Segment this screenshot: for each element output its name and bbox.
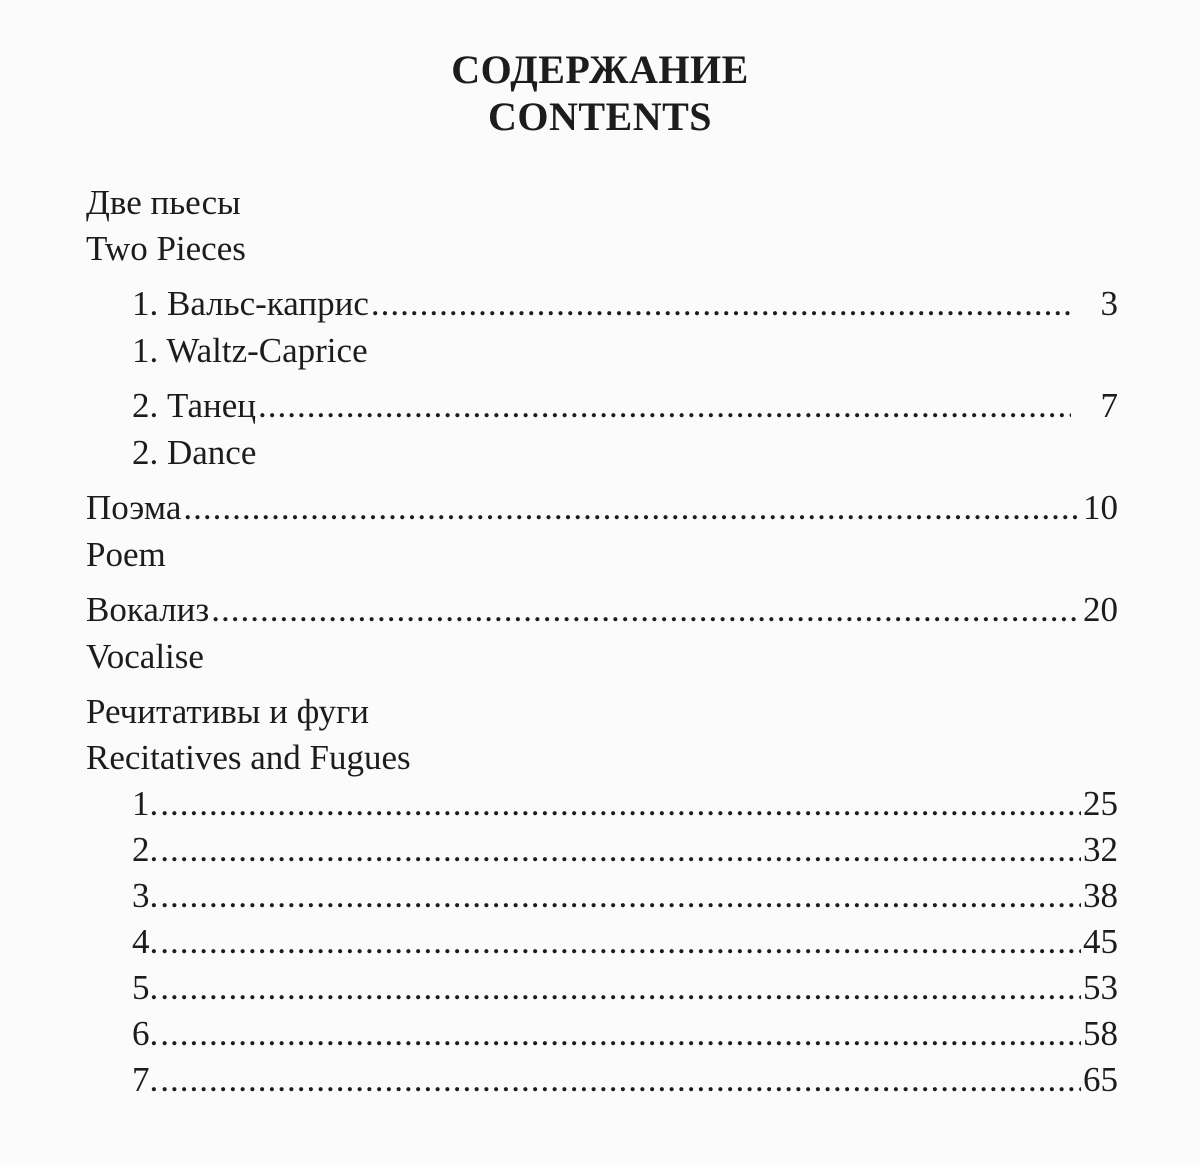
toc-entry-fugue[interactable]: [132, 784, 1118, 824]
heading-english: CONTENTS: [487, 94, 713, 139]
section-recitatives-en: Recitatives and Fugues: [86, 738, 411, 777]
toc-entry-title: 4.: [132, 922, 159, 961]
toc-entry-fugue[interactable]: [132, 968, 1118, 1008]
toc-entry-fugue[interactable]: [132, 830, 1118, 870]
toc-entry-title: 7.: [132, 1060, 159, 1099]
section-two-pieces-en: Two Pieces: [86, 229, 246, 268]
toc-entry-title: 2.: [132, 830, 159, 869]
toc-entry-waltz-caprice[interactable]: [132, 284, 1118, 324]
toc-entry-title: 2. Танец: [132, 386, 257, 425]
dot-leader: [160, 876, 1081, 916]
toc-entry-title: 1. Вальс-каприс: [132, 284, 369, 323]
section-recitatives-ru: Речитативы и фуги: [86, 692, 370, 731]
page-number: 7: [1100, 386, 1118, 425]
toc-entry-title: 6.: [132, 1014, 159, 1053]
toc-entry-title: 1.: [132, 784, 159, 823]
page-number: 65: [1083, 1060, 1118, 1099]
page-number: 45: [1083, 922, 1118, 961]
dot-leader: [371, 284, 1071, 324]
toc-entry-subtitle: Vocalise: [86, 637, 204, 676]
dot-leader: [160, 1060, 1081, 1100]
page-number: 3: [1100, 284, 1118, 323]
heading-russian: СОДЕРЖАНИЕ: [451, 47, 749, 92]
page-number: 53: [1083, 968, 1118, 1007]
dot-leader: [160, 830, 1081, 870]
toc-entry-fugue[interactable]: [132, 1060, 1118, 1100]
toc-entry-title: Вокализ: [86, 590, 210, 629]
toc-entry-dance[interactable]: [132, 386, 1118, 426]
toc-entry-poem[interactable]: [86, 488, 1118, 528]
toc-entry-title: 5.: [132, 968, 159, 1007]
toc-entry-title: 3.: [132, 876, 159, 915]
toc-entry-fugue[interactable]: [132, 876, 1118, 916]
page-number: 20: [1083, 590, 1118, 629]
page-number: 25: [1083, 784, 1118, 823]
dot-leader: [183, 488, 1081, 528]
dot-leader: [160, 784, 1081, 824]
dot-leader: [160, 1014, 1081, 1054]
page-number: 10: [1083, 488, 1118, 527]
dot-leader: [160, 922, 1081, 962]
toc-entry-subtitle: 1. Waltz-Caprice: [132, 331, 368, 370]
dot-leader: [211, 590, 1081, 630]
toc-entry-fugue[interactable]: [132, 922, 1118, 962]
toc-entry-fugue[interactable]: [132, 1014, 1118, 1054]
toc-entry-vocalise[interactable]: [86, 590, 1118, 630]
section-two-pieces-ru: Две пьесы: [86, 183, 241, 222]
toc-entry-title: Поэма: [86, 488, 182, 527]
page-number: 38: [1083, 876, 1118, 915]
page-number: 32: [1083, 830, 1118, 869]
toc-entry-subtitle: Poem: [86, 535, 166, 574]
page-number: 58: [1083, 1014, 1118, 1053]
toc-entry-subtitle: 2. Dance: [132, 433, 257, 472]
dot-leader: [160, 968, 1081, 1008]
dot-leader: [258, 386, 1070, 426]
